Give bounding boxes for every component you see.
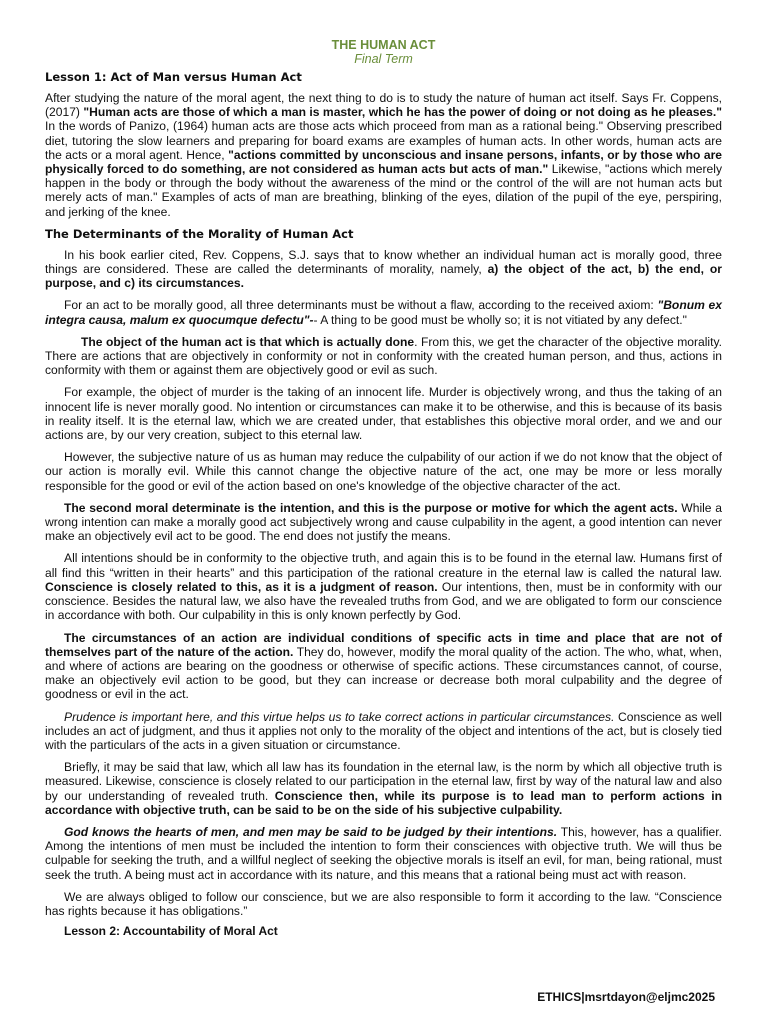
text-span: They do, however, modify the moral quality of the action. The who, what, when, and where of actions are bearing on the goodness or otherwise of specific actions. These circumstances cannot, of course, make an objectively evil action to be good, but they can increase or decrease both moral culpability and the degree of goodness or evil in the act. xyxy=(45,644,722,702)
text-span: Our intentions, then, must be in conformity with our conscience. Besides the natural law, we also have the revealed truths from God, and we are obligated to form our conscience in accordance with both. Our culpability in this is only known perfectly by God. xyxy=(45,579,722,623)
bold-text: The circumstances of an action are individual conditions of specific acts in time and place that are not of themselves part of the nature of the action. xyxy=(45,630,722,659)
text-span: After studying the nature of the moral agent, the next thing to do is to study the nature of human act itself. Says Fr. Coppens, (2017) xyxy=(45,91,722,120)
paragraph-determinants-intro xyxy=(45,248,722,291)
bold-quote: "actions committed by unconscious and insane persons, infants, or by those who are physically forced to do something, are not considered as human acts but acts of man." xyxy=(45,147,722,177)
bold-text: Conscience is closely related to this, as it is a judgment of reason. xyxy=(45,579,438,594)
paragraph-axiom xyxy=(45,298,722,326)
paragraph-conscience xyxy=(45,551,722,622)
text-span: While a wrong intention can make a morally good act subjectively wrong and cause culpability in the agent, a good intention can never make an objectively evil act to be good. The end does not justify the means. xyxy=(45,500,722,544)
bold-quote: "Human acts are those of which a man is master, which he has the power of doing or not doing as he pleases." xyxy=(83,105,722,120)
latin-axiom: "Bonum ex integra causa, malum ex quocumque defectu"- xyxy=(45,298,722,327)
document-page xyxy=(45,38,722,938)
lesson2-heading: Lesson 2: Accountability of Moral Act xyxy=(64,924,278,939)
text-span: - A thing to be good must be wholly so; it is not vitiated by any defect." xyxy=(313,312,687,327)
paragraph-obliged-conscience: We are always obliged to follow our conscience, but we are also responsible to form it according to the law. “Conscience has rights because it has obligations.” xyxy=(45,889,722,918)
text-span: Briefly, it may be said that law, which all law has its foundation in the eternal law, is the norm by which all objective truth is measured. Likewise, conscience is closely related to our participation in the eternal law, first by way of the natural law and also by our understanding of revealed truth. xyxy=(45,760,722,803)
italic-text: Prudence is important here, and this virtue helps us to take correct actions in particular circumstances. xyxy=(64,709,615,724)
bold-text: The object of the human act is that which is actually done xyxy=(81,334,415,349)
document-title: THE HUMAN ACT xyxy=(331,38,436,52)
text-span: In his book earlier cited, Rev. Coppens, S.J. says that to know whether an individual human act is morally good, three things are considered. These are called the determinants of morality, namely, xyxy=(45,247,722,277)
lesson1-heading: Lesson 1: Act of Man versus Human Act xyxy=(45,70,302,84)
paragraph-murder-example: For example, the object of murder is the taking of an innocent life. Murder is objectively wrong, and thus the taking of an innocent life is never morally good. No intention or circumstances can make it to be otherwise, and this is because of its basis in reality itself. It is the eternal law, which we are created under, that establishes this objective moral order, and we and our actions are, by our very creation, subject to this eternal law. xyxy=(45,385,722,443)
paragraph-object-of-act xyxy=(45,335,722,378)
determinants-heading: The Determinants of the Morality of Human Act xyxy=(45,226,354,241)
paragraph-circumstances xyxy=(45,631,722,702)
text-span: For an act to be morally good, all three determinants must be without a flaw, according to the received axiom: xyxy=(64,298,658,313)
text-span: This, however, has a qualifier. Among the intentions of men must be included the intention to form their consciences with objective truth. We will thus be culpable for seeking the truth, and a willful neglect of seeking the objective morals is itself an evil, for man, being rational, must seek the truth. A being must act in accordance with its nature, and this means that a rational being must act with reason. xyxy=(45,824,722,882)
paragraph-law-summary xyxy=(45,760,722,817)
text-span: Likewise, "actions which merely happen in the body or through the body without the awareness of the mind or the control of the will are not human acts but merely acts of man." Examples of acts of man are breathing, blinking of the eyes, dilation of the pupil of the eye, perspiring, and jerking of the knee. xyxy=(45,162,722,219)
paragraph-subjective-nature: However, the subjective nature of us as human may reduce the culpability of our action if we do not know that the object of our action is morally evil. While this cannot change the objective nature of the act, one may be more or less morally responsible for the good or evil of the action based on one's knowledge of the objective character of the act. xyxy=(45,450,722,493)
text-span: All intentions should be in conformity to the objective truth, and again this is to be found in the eternal law. Humans first of all find this “written in their hearts” and this participation of the rational creature in the eternal law is called the natural law. xyxy=(45,551,722,580)
bold-text: The second moral determinate is the intention, and this is the purpose or motive for which the agent acts. xyxy=(64,500,678,515)
page-footer: ETHICS|msrtdayon@eljmc2025 xyxy=(537,990,715,1004)
paragraph-god-knows xyxy=(45,825,722,882)
text-span: In the words of Panizo, (1964) human acts are those acts which proceed from man as a rational being." Observing prescribed diet, tutoring the slow learners and preparing for board exams are examples of human acts. In other words, human acts are the acts or a moral agent. Hence, xyxy=(45,119,722,162)
bold-italic-text: God knows the hearts of men, and men may be said to be judged by their intentions. xyxy=(64,824,558,839)
bold-text: Conscience then, while its purpose is to lead man to perform actions in accordance with objective truth, can be said to be on the side of his subjective culpability. xyxy=(45,788,722,817)
paragraph-human-acts-definition xyxy=(45,91,722,219)
paragraph-intention xyxy=(45,501,722,544)
text-span: . From this, we get the character of the objective morality. There are actions that are objectively in conformity or not in conformity with the created human person, and thus, actions in conformity with them or against them are objectively good or evil as such. xyxy=(45,334,722,378)
text-span: Conscience as well includes an act of judgment, and thus it applies not only to the morality of the object and intentions of the act, but is closely tied with the particulars of the acts in a given situation or circumstance. xyxy=(45,709,722,752)
bold-text: a) the object of the act, b) the end, or purpose, and c) its circumstances. xyxy=(45,262,722,291)
document-subtitle: Final Term xyxy=(354,52,413,66)
paragraph-prudence xyxy=(45,710,722,753)
